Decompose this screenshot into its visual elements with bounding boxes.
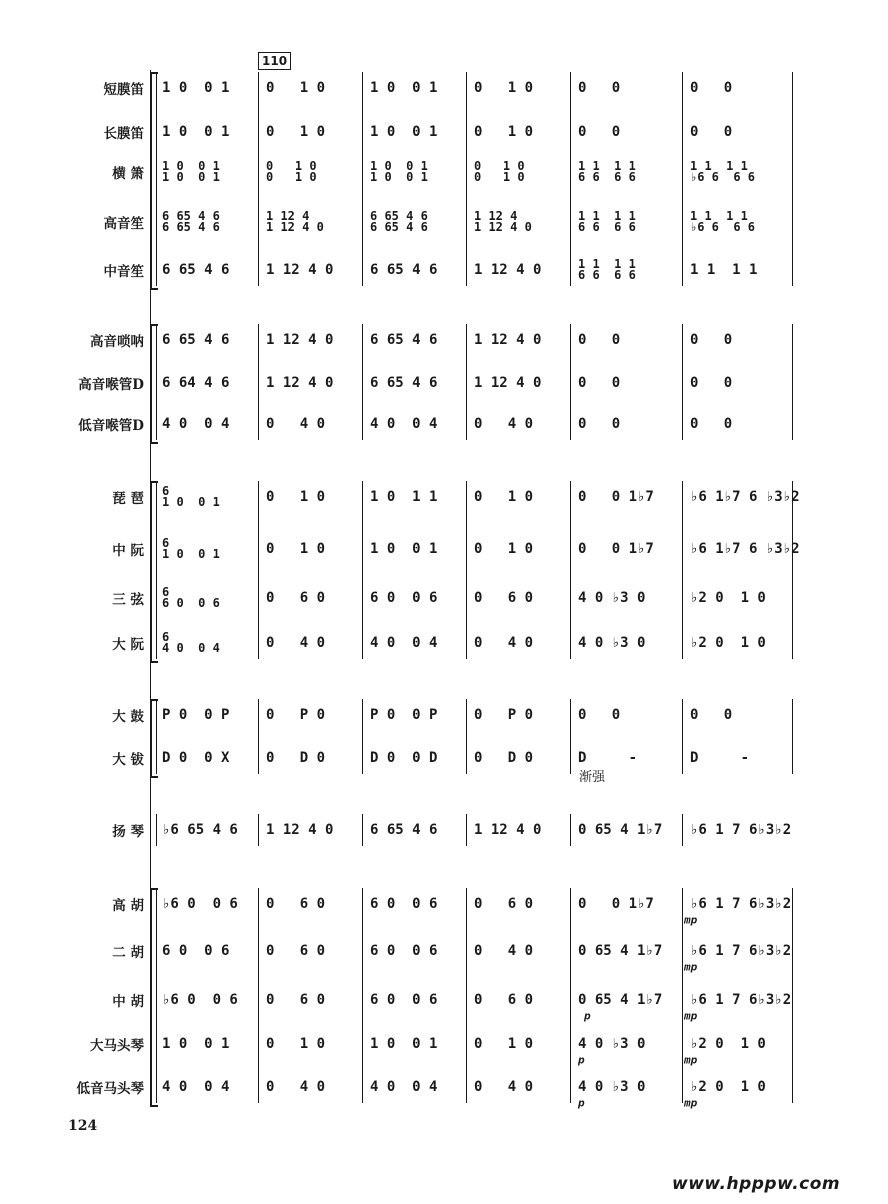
barline xyxy=(362,888,363,1103)
measure-cell: 6 0 0 6 xyxy=(370,992,438,1008)
measure-cell: 6 64 4 6 xyxy=(162,375,230,391)
measure-cell: 1 12 4 0 xyxy=(474,822,542,838)
measure-cell: 0 0 xyxy=(578,124,621,140)
measure-cell: P 0 0 P xyxy=(370,707,438,723)
barline xyxy=(258,814,259,846)
measure-cell: 0 6 0 xyxy=(266,943,326,959)
instrument-label-大鼓: 大 鼓 xyxy=(112,709,144,725)
dynamic-marking: p xyxy=(578,1096,585,1110)
measure-cell: 1 1 1 1 6 6 6 6 xyxy=(578,209,636,234)
barline xyxy=(570,481,571,659)
instrument-label-大马头琴: 大马头琴 xyxy=(90,1038,144,1054)
barline xyxy=(156,888,157,1103)
instrument-label-大阮: 大 阮 xyxy=(112,637,144,653)
instrument-label-短膜笛: 短膜笛 xyxy=(103,82,144,98)
barline xyxy=(570,699,571,774)
measure-cell: 1 0 0 1 xyxy=(370,80,438,96)
measure-cell: 0 0 xyxy=(690,332,733,348)
instrument-label-横箫: 横 箫 xyxy=(112,166,144,182)
measure-cell: 0 0 xyxy=(578,416,621,432)
measure-cell: 1 0 1 1 xyxy=(370,489,438,505)
instrument-label-高胡: 高 胡 xyxy=(112,898,144,914)
barline xyxy=(258,324,259,440)
measure-cell: ♭6 65 4 6 xyxy=(162,822,238,838)
barline xyxy=(362,324,363,440)
measure-cell: 0 1 0 xyxy=(266,1036,326,1052)
measure-cell: ♭6 1 7 6♭3♭2 xyxy=(690,896,792,912)
barline xyxy=(156,481,157,659)
measure-cell: ♭6 1 7 6♭3♭2 xyxy=(690,822,792,838)
measure-cell: 0 6 0 xyxy=(266,896,326,912)
watermark: www.hpppw.com xyxy=(672,1174,841,1194)
measure-cell: 4 0 0 4 xyxy=(162,1079,230,1095)
measure-cell: 0 0 xyxy=(690,375,733,391)
measure-cell: 4 0 0 4 xyxy=(162,416,230,432)
barline xyxy=(258,699,259,774)
rehearsal-mark: 110 xyxy=(258,52,291,70)
measure-cell: 1 12 4 0 xyxy=(266,262,334,278)
measure-cell: 1 0 0 1 xyxy=(162,124,230,140)
instrument-label-二胡: 二 胡 xyxy=(112,945,144,961)
measure-cell: 0 0 xyxy=(690,707,733,723)
measure-cell: 6 0 0 6 xyxy=(162,943,230,959)
barline xyxy=(466,888,467,1103)
measure-cell: 0 4 0 xyxy=(266,416,326,432)
barline xyxy=(682,324,683,440)
barline xyxy=(682,699,683,774)
measure-cell: 0 4 0 xyxy=(266,635,326,651)
page-number: 124 xyxy=(68,1118,98,1134)
barline xyxy=(362,699,363,774)
instrument-label-高音唢呐: 高音唢呐 xyxy=(90,334,144,350)
measure-cell: 0 0 xyxy=(578,707,621,723)
measure-cell: 1 0 0 1 xyxy=(370,1036,438,1052)
measure-cell: 0 1 0 xyxy=(474,124,534,140)
measure-cell: 0 P 0 xyxy=(266,707,326,723)
barline xyxy=(570,888,571,1103)
measure-cell: D 0 0 X xyxy=(162,750,230,766)
measure-cell: 1 0 0 1 1 0 0 1 xyxy=(370,159,428,184)
measure-cell: 6 1 0 0 1 xyxy=(162,536,220,561)
measure-cell: 6 65 4 6 xyxy=(370,332,438,348)
measure-cell: 0 1 0 xyxy=(474,80,534,96)
measure-cell: 0 1 0 0 1 0 xyxy=(266,159,317,184)
measure-cell: 0 0 xyxy=(690,124,733,140)
measure-cell: 0 1 0 xyxy=(474,541,534,557)
measure-cell: 0 P 0 xyxy=(474,707,534,723)
measure-cell: 0 1 0 xyxy=(474,489,534,505)
barline xyxy=(362,72,363,286)
measure-cell: 0 4 0 xyxy=(474,1079,534,1095)
measure-cell: 0 65 4 1♭7 xyxy=(578,822,663,838)
instrument-label-琵琶: 琵 琶 xyxy=(112,491,144,507)
instrument-label-中胡: 中 胡 xyxy=(112,994,144,1010)
measure-cell: P 0 0 P xyxy=(162,707,230,723)
measure-cell: 0 1 0 xyxy=(474,1036,534,1052)
measure-cell: D - xyxy=(578,750,638,766)
measure-cell: 6 65 4 6 xyxy=(162,262,230,278)
barline xyxy=(466,814,467,846)
measure-cell: 0 0 xyxy=(578,375,621,391)
measure-cell: 1 1 1 1 ♭6 6 6 6 xyxy=(690,209,756,234)
measure-cell: 1 0 0 1 xyxy=(370,541,438,557)
barline xyxy=(792,324,793,440)
measure-cell: 0 1 0 xyxy=(266,124,326,140)
measure-cell: 6 4 0 0 4 xyxy=(162,630,220,655)
barline xyxy=(258,888,259,1103)
measure-cell: 0 4 0 xyxy=(266,1079,326,1095)
measure-cell: 1 1 1 1 6 6 6 6 xyxy=(578,159,636,184)
measure-cell: 1 0 0 1 xyxy=(162,80,230,96)
measure-cell: ♭2 0 1 0 xyxy=(690,635,766,651)
measure-cell: 0 1 0 xyxy=(266,541,326,557)
barline xyxy=(156,814,157,846)
barline xyxy=(466,324,467,440)
measure-cell: 1 1 1 1 xyxy=(690,262,758,278)
measure-cell: 1 0 0 1 xyxy=(162,1036,230,1052)
measure-cell: ♭6 1♭7 6 ♭3♭2 xyxy=(690,541,800,557)
barline xyxy=(792,699,793,774)
measure-cell: D 0 0 D xyxy=(370,750,438,766)
measure-cell: 1 12 4 1 12 4 0 xyxy=(474,209,532,234)
measure-cell: 0 4 0 xyxy=(474,635,534,651)
measure-cell: 4 0 ♭3 0 xyxy=(578,1079,646,1095)
barline xyxy=(792,481,793,659)
measure-cell: 0 0 1♭7 xyxy=(578,489,654,505)
measure-cell: 0 1 0 xyxy=(266,80,326,96)
barline xyxy=(258,481,259,659)
measure-cell: ♭6 0 0 6 xyxy=(162,896,238,912)
dynamic-marking: mp xyxy=(684,913,698,927)
instrument-label-高音笙: 高音笙 xyxy=(103,216,144,232)
measure-cell: 1 12 4 0 xyxy=(266,375,334,391)
crescendo-marking: 渐强 xyxy=(579,770,606,785)
barline xyxy=(466,481,467,659)
barline xyxy=(362,814,363,846)
barline xyxy=(792,72,793,286)
instrument-label-中音笙: 中音笙 xyxy=(103,264,144,280)
measure-cell: 0 0 xyxy=(690,80,733,96)
measure-cell: 0 0 xyxy=(690,416,733,432)
measure-cell: 4 0 ♭3 0 xyxy=(578,1036,646,1052)
barline xyxy=(362,481,363,659)
measure-cell: 0 65 4 1♭7 xyxy=(578,992,663,1008)
measure-cell: 6 0 0 6 xyxy=(370,943,438,959)
measure-cell: 0 6 0 xyxy=(266,992,326,1008)
measure-cell: 1 12 4 0 xyxy=(266,332,334,348)
instrument-label-中阮: 中 阮 xyxy=(112,543,144,559)
measure-cell: 6 1 0 0 1 xyxy=(162,484,220,509)
measure-cell: 1 12 4 1 12 4 0 xyxy=(266,209,324,234)
measure-cell: 6 6 0 0 6 xyxy=(162,585,220,610)
barline xyxy=(792,888,793,1103)
measure-cell: ♭6 1 7 6♭3♭2 xyxy=(690,943,792,959)
measure-cell: ♭6 1♭7 6 ♭3♭2 xyxy=(690,489,800,505)
measure-cell: 1 12 4 0 xyxy=(474,262,542,278)
measure-cell: 6 0 0 6 xyxy=(370,590,438,606)
measure-cell: 0 4 0 xyxy=(474,416,534,432)
measure-cell: 0 65 4 1♭7 xyxy=(578,943,663,959)
instrument-label-扬琴: 扬 琴 xyxy=(112,824,144,840)
instrument-label-三弦: 三 弦 xyxy=(112,592,144,608)
measure-cell: 4 0 ♭3 0 xyxy=(578,590,646,606)
dynamic-marking: mp xyxy=(684,1009,698,1023)
measure-cell: 6 0 0 6 xyxy=(370,896,438,912)
measure-cell: ♭2 0 1 0 xyxy=(690,1036,766,1052)
measure-cell: ♭6 1 7 6♭3♭2 xyxy=(690,992,792,1008)
measure-cell: 6 65 4 6 xyxy=(370,262,438,278)
measure-cell: 0 0 1♭7 xyxy=(578,541,654,557)
instrument-label-高音喉管D: 高音喉管D xyxy=(78,377,144,393)
dynamic-marking: mp xyxy=(684,960,698,974)
barline xyxy=(682,814,683,846)
barline xyxy=(570,324,571,440)
measure-cell: 4 0 0 4 xyxy=(370,635,438,651)
instrument-label-大钹: 大 钹 xyxy=(112,752,144,768)
measure-cell: 6 65 4 6 xyxy=(162,332,230,348)
measure-cell: ♭2 0 1 0 xyxy=(690,590,766,606)
barline xyxy=(156,324,157,440)
barline xyxy=(156,699,157,774)
measure-cell: 1 0 0 1 1 0 0 1 xyxy=(162,159,220,184)
measure-cell: 0 1 0 xyxy=(266,489,326,505)
measure-cell: 0 0 xyxy=(578,80,621,96)
measure-cell: 1 12 4 0 xyxy=(474,375,542,391)
barline xyxy=(466,699,467,774)
measure-cell: 6 65 4 6 xyxy=(370,822,438,838)
measure-cell: D - xyxy=(690,750,750,766)
dynamic-marking: mp xyxy=(684,1053,698,1067)
measure-cell: 6 65 4 6 6 65 4 6 xyxy=(370,209,428,234)
measure-cell: 0 0 1♭7 xyxy=(578,896,654,912)
measure-cell: 1 12 4 0 xyxy=(474,332,542,348)
measure-cell: ♭6 0 0 6 xyxy=(162,992,238,1008)
measure-cell: 0 1 0 0 1 0 xyxy=(474,159,525,184)
instrument-label-低音喉管D: 低音喉管D xyxy=(78,418,144,434)
dynamic-marking: mp xyxy=(684,1096,698,1110)
measure-cell: ♭2 0 1 0 xyxy=(690,1079,766,1095)
system-line xyxy=(150,70,151,1106)
measure-cell: 1 12 4 0 xyxy=(266,822,334,838)
barline xyxy=(466,72,467,286)
measure-cell: 4 0 0 4 xyxy=(370,1079,438,1095)
instrument-label-低音马头琴: 低音马头琴 xyxy=(76,1081,144,1097)
measure-cell: 6 65 4 6 xyxy=(370,375,438,391)
measure-cell: 6 65 4 6 6 65 4 6 xyxy=(162,209,220,234)
measure-cell: 0 6 0 xyxy=(266,590,326,606)
barline xyxy=(682,72,683,286)
measure-cell: 0 6 0 xyxy=(474,992,534,1008)
measure-cell: 0 D 0 xyxy=(474,750,534,766)
dynamic-marking: p xyxy=(578,1053,585,1067)
measure-cell: 0 D 0 xyxy=(266,750,326,766)
barline xyxy=(156,72,157,286)
measure-cell: 0 6 0 xyxy=(474,590,534,606)
barline xyxy=(570,814,571,846)
barline xyxy=(258,72,259,286)
measure-cell: 4 0 0 4 xyxy=(370,416,438,432)
barline xyxy=(682,481,683,659)
barline xyxy=(570,72,571,286)
measure-cell: 0 6 0 xyxy=(474,896,534,912)
dynamic-marking: p xyxy=(584,1009,591,1023)
measure-cell: 0 0 xyxy=(578,332,621,348)
instrument-label-长膜笛: 长膜笛 xyxy=(103,126,144,142)
measure-cell: 1 1 1 1 ♭6 6 6 6 xyxy=(690,159,756,184)
measure-cell: 4 0 ♭3 0 xyxy=(578,635,646,651)
measure-cell: 0 4 0 xyxy=(474,943,534,959)
measure-cell: 1 0 0 1 xyxy=(370,124,438,140)
measure-cell: 1 1 1 1 6 6 6 6 xyxy=(578,257,636,282)
